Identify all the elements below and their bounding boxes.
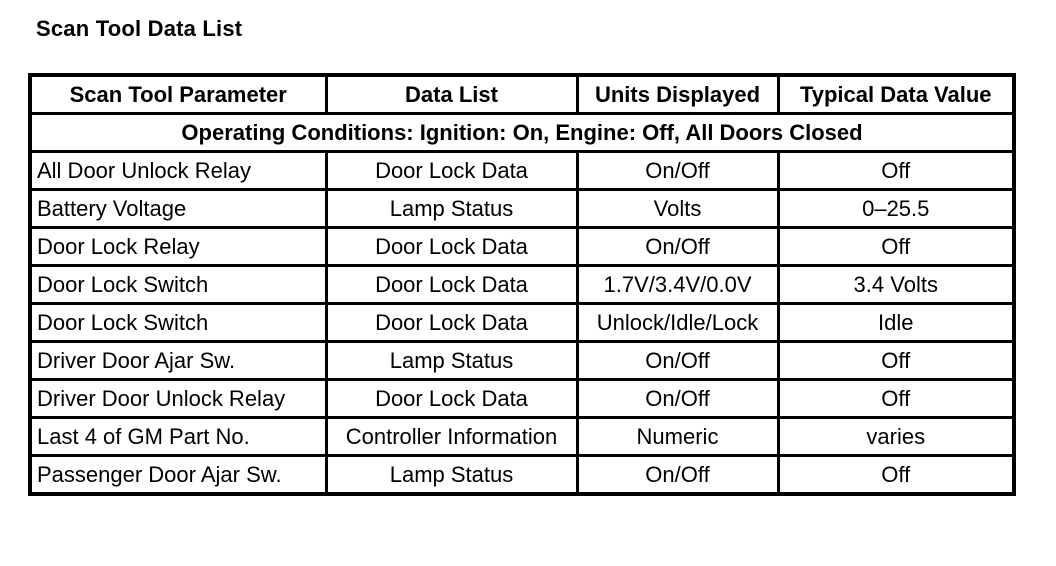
table-row	[30, 342, 1014, 380]
parameter-cell: Driver Door Ajar Sw.	[30, 342, 326, 380]
page-title: Scan Tool Data List	[36, 16, 243, 41]
units-cell: On/Off	[577, 456, 778, 495]
units-cell: On/Off	[577, 152, 778, 190]
units-cell: On/Off	[577, 342, 778, 380]
parameter-cell: Last 4 of GM Part No.	[30, 418, 326, 456]
typical-value-cell: 0–25.5	[778, 190, 1014, 228]
data-list-cell: Door Lock Data	[326, 228, 577, 266]
units-cell: Volts	[577, 190, 778, 228]
table-row	[30, 380, 1014, 418]
table-row	[30, 456, 1014, 495]
data-list-cell: Controller Information	[326, 418, 577, 456]
parameter-cell: Passenger Door Ajar Sw.	[30, 456, 326, 495]
units-cell: 1.7V/3.4V/0.0V	[577, 266, 778, 304]
data-list-cell: Lamp Status	[326, 456, 577, 495]
header-typical-data-value: Typical Data Value	[778, 75, 1014, 114]
header-units-displayed: Units Displayed	[577, 75, 778, 114]
table-header-row	[30, 75, 1014, 114]
data-list-cell: Door Lock Data	[326, 304, 577, 342]
table-row	[30, 418, 1014, 456]
table-row	[30, 228, 1014, 266]
units-cell: Numeric	[577, 418, 778, 456]
parameter-cell: Battery Voltage	[30, 190, 326, 228]
typical-value-cell: Off	[778, 456, 1014, 495]
scan-tool-data-table	[28, 73, 1016, 496]
scan-tool-table-container	[28, 73, 1012, 496]
data-list-cell: Door Lock Data	[326, 152, 577, 190]
units-cell: On/Off	[577, 380, 778, 418]
data-list-cell: Lamp Status	[326, 342, 577, 380]
typical-value-cell: varies	[778, 418, 1014, 456]
data-list-cell: Door Lock Data	[326, 266, 577, 304]
operating-conditions-row	[30, 114, 1014, 152]
units-cell: Unlock/Idle/Lock	[577, 304, 778, 342]
operating-conditions: Operating Conditions: Ignition: On, Engine: Off, All Doors Closed	[30, 114, 1014, 152]
parameter-cell: Door Lock Relay	[30, 228, 326, 266]
table-row	[30, 190, 1014, 228]
parameter-cell: Door Lock Switch	[30, 266, 326, 304]
typical-value-cell: Off	[778, 152, 1014, 190]
data-list-cell: Door Lock Data	[326, 380, 577, 418]
parameter-cell: All Door Unlock Relay	[30, 152, 326, 190]
typical-value-cell: Off	[778, 380, 1014, 418]
data-list-cell: Lamp Status	[326, 190, 577, 228]
parameter-cell: Driver Door Unlock Relay	[30, 380, 326, 418]
header-scan-tool-parameter: Scan Tool Parameter	[30, 75, 326, 114]
table-row	[30, 266, 1014, 304]
typical-value-cell: Off	[778, 228, 1014, 266]
units-cell: On/Off	[577, 228, 778, 266]
header-data-list: Data List	[326, 75, 577, 114]
typical-value-cell: Idle	[778, 304, 1014, 342]
table-row	[30, 152, 1014, 190]
typical-value-cell: Off	[778, 342, 1014, 380]
typical-value-cell: 3.4 Volts	[778, 266, 1014, 304]
table-row	[30, 304, 1014, 342]
parameter-cell: Door Lock Switch	[30, 304, 326, 342]
